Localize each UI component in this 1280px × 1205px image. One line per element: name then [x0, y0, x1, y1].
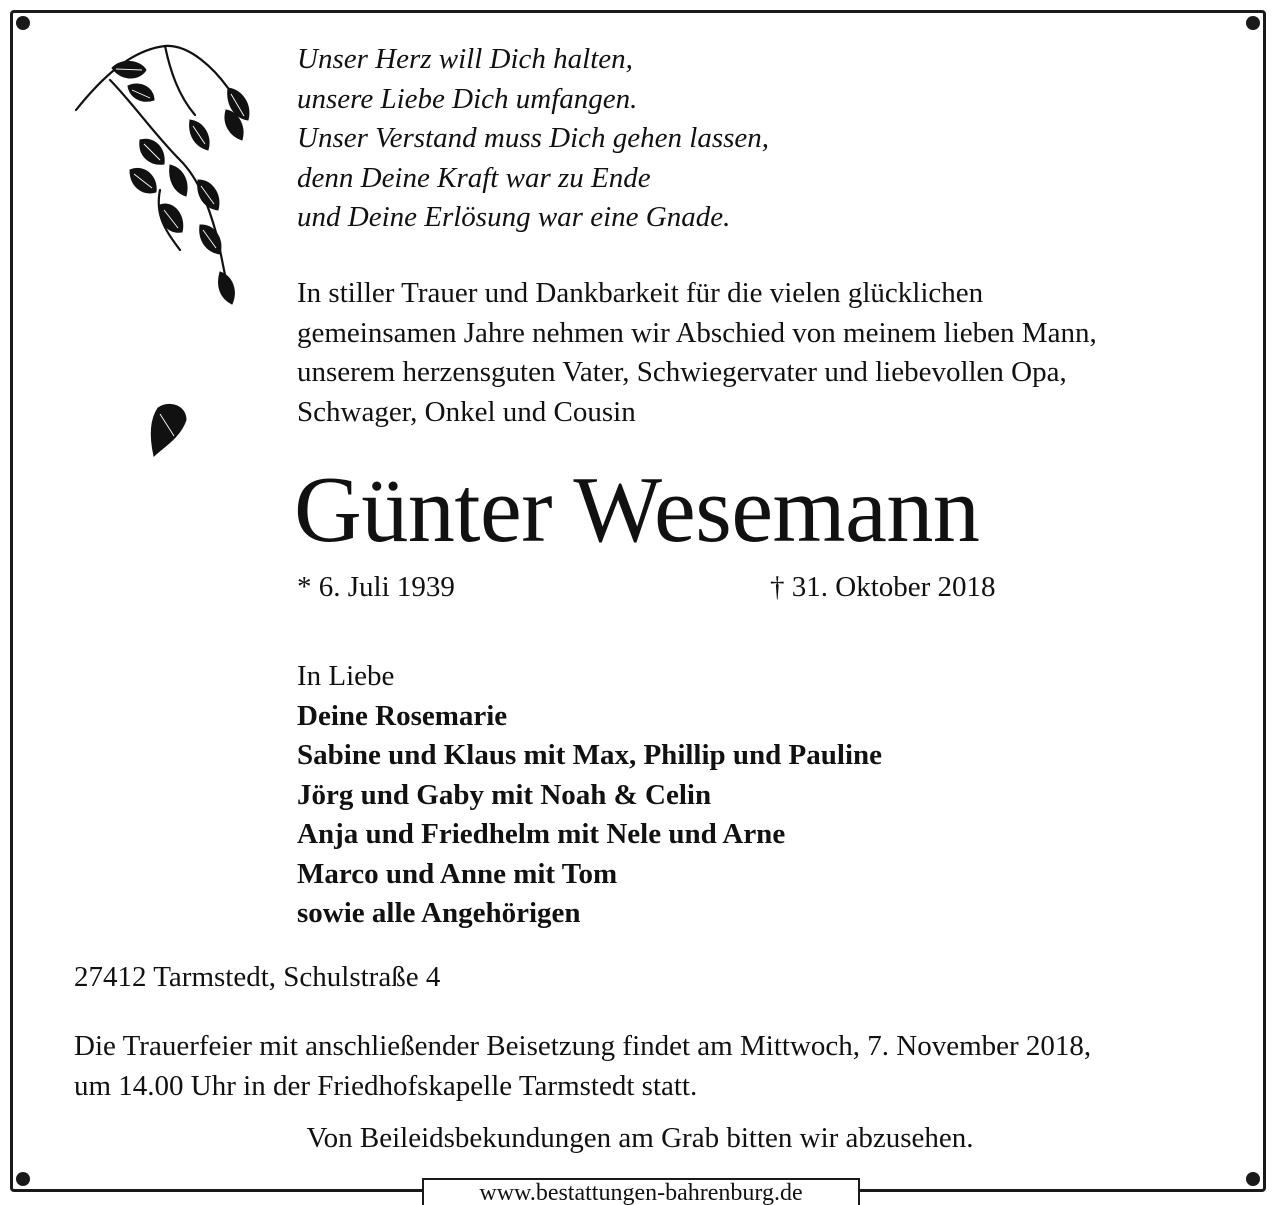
ceremony-line: Die Trauerfeier mit anschließender Beisetzung findet am Mittwoch, 7. November 2018,	[74, 1030, 1092, 1062]
mourner-line: Marco und Anne mit Tom	[297, 857, 618, 890]
frame-corner-ornament	[1246, 1172, 1260, 1186]
poem-line: unsere Liebe Dich umfangen.	[297, 82, 638, 115]
intro-line: Schwager, Onkel und Cousin	[297, 395, 636, 428]
mourner-line: Jörg und Gaby mit Noah & Celin	[297, 778, 712, 811]
death-date: † 31. Oktober 2018	[770, 571, 996, 603]
frame-corner-ornament	[16, 16, 30, 30]
family-intro: In Liebe	[297, 660, 395, 692]
poem-line: Unser Verstand muss Dich gehen lassen,	[297, 122, 770, 154]
intro-line: unserem herzensguten Vater, Schwiegervater und liebevollen Opa,	[297, 356, 1067, 388]
ceremony-line: um 14.00 Uhr in der Friedhofskapelle Tarmstedt statt.	[74, 1069, 698, 1102]
condolence-request: Von Beileidsbekundungen am Grab bitten wir abzusehen.	[306, 1122, 974, 1154]
family-signatures	[297, 657, 882, 934]
address-line: 27412 Tarmstedt, Schulstraße 4	[74, 961, 441, 993]
frame-corner-ornament	[1246, 16, 1260, 30]
deceased-name: Günter Wesemann	[294, 458, 980, 562]
mourner-address	[74, 958, 440, 998]
mourner-line: sowie alle Angehörigen	[297, 897, 581, 929]
mourning-intro	[297, 274, 1097, 432]
funeral-home-website-link[interactable]: www.bestattungen-bahrenburg.de	[422, 1178, 860, 1205]
poem-verse	[297, 40, 769, 238]
poem-line: und Deine Erlösung war eine Gnade.	[297, 201, 731, 233]
birth-date: * 6. Juli 1939	[297, 571, 455, 603]
intro-line: In stiller Trauer und Dankbarkeit für die vielen glücklichen	[297, 277, 984, 309]
frame-corner-ornament	[16, 1172, 30, 1186]
mourner-line: Deine Rosemarie	[297, 699, 508, 732]
mourner-line: Anja und Friedhelm mit Nele und Arne	[297, 818, 786, 850]
mourner-line: Sabine und Klaus mit Max, Phillip und Pauline	[297, 739, 883, 771]
poem-line: Unser Herz will Dich halten,	[297, 43, 633, 75]
poem-line: denn Deine Kraft war zu Ende	[297, 161, 651, 194]
intro-line: gemeinsamen Jahre nehmen wir Abschied von meinem lieben Mann,	[297, 316, 1097, 349]
funeral-ceremony-info	[74, 1027, 1091, 1106]
birch-branch-icon	[70, 40, 260, 480]
